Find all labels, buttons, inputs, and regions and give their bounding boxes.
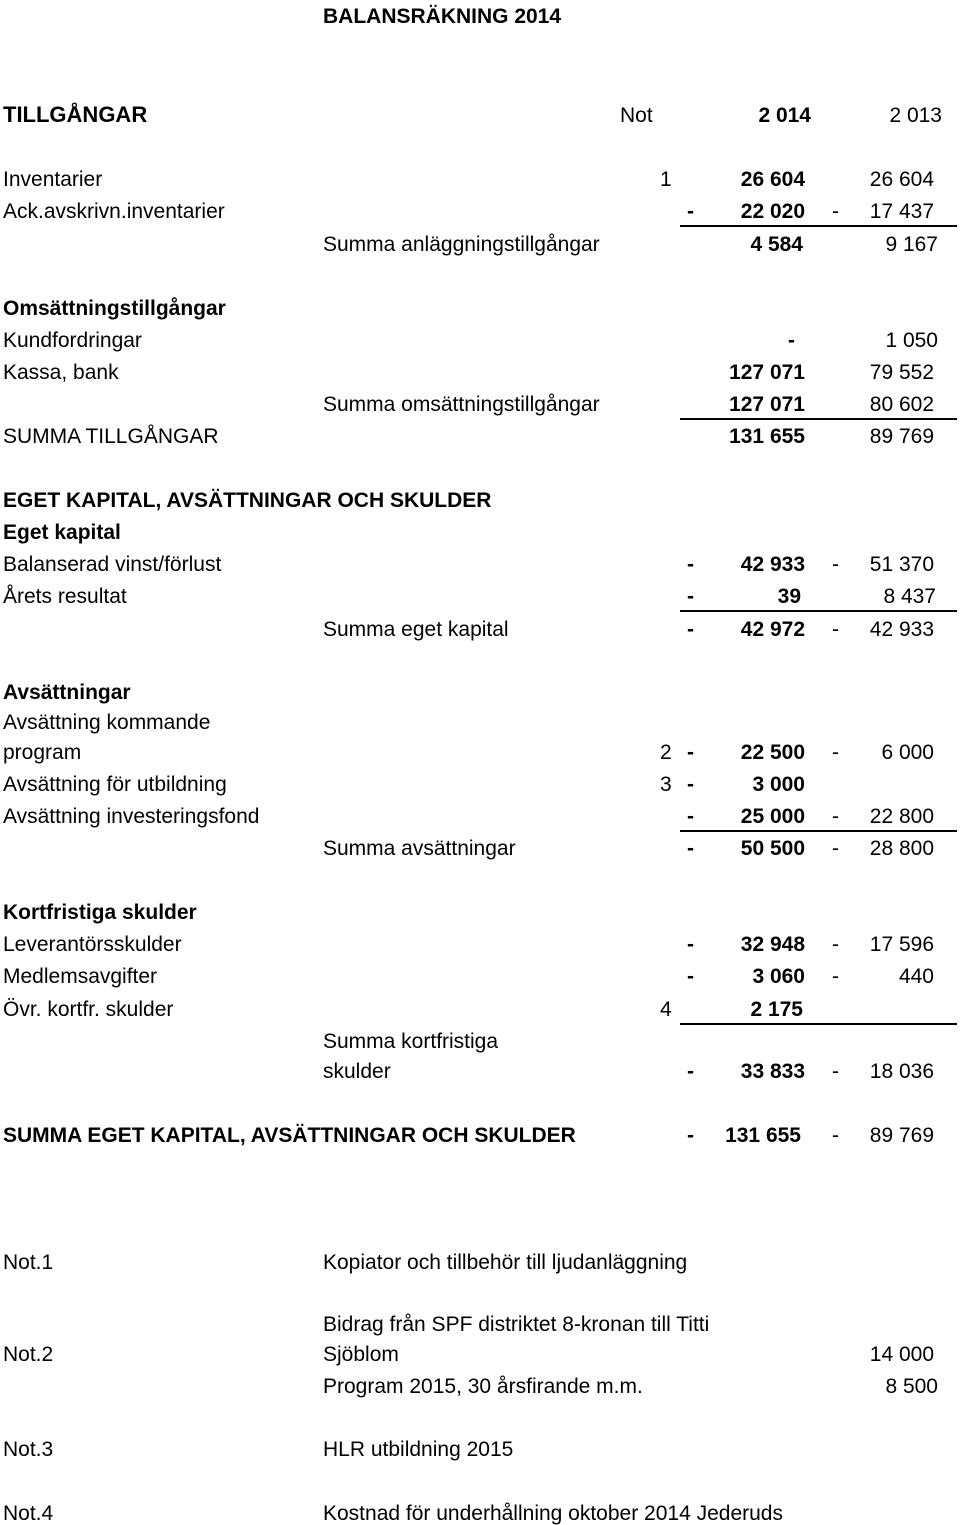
subtotal-rule [680,610,957,612]
assets-heading: TILLGÅNGAR [3,102,148,127]
note-2-text-2: Program 2015, 30 årsfirande m.m. [323,1375,643,1398]
sign-2014-leverantorsskulder: - [687,933,694,956]
row-label-arets-resultat: Årets resultat [3,585,127,608]
subtotal-rule [680,830,957,832]
value-2014-ack-avskrivn: 22 020 [740,200,805,223]
value-2013-kassa-bank: 79 552 [869,361,934,384]
sign-2014-avsattning-investeringsfond: - [687,805,694,828]
row-label-summa-total: SUMMA EGET KAPITAL, AVSÄTTNINGAR OCH SKULDER [3,1124,576,1147]
subtotal-rule [680,1023,957,1025]
value-2013-summa-omsattningstillgangar: 80 602 [869,393,934,416]
sign-2013-ack-avskrivn: - [832,200,839,223]
value-2014-kassa-bank: 127 071 [729,361,805,384]
row-label-ack-avskrivn: Ack.avskrivn.inventarier [3,200,225,223]
sign-2013-avsattning-investeringsfond: - [832,805,839,828]
row-label-balanserad: Balanserad vinst/förlust [3,553,222,576]
section-heading-avsattningar: Avsättningar [3,681,131,704]
value-2013-leverantorsskulder: 17 596 [869,933,934,956]
sign-2014-summa-eget-kapital: - [687,618,694,641]
row-label-ovr-kortfr-skulder: Övr. kortfr. skulder [3,998,174,1021]
subtotal-rule [680,418,957,420]
value-2013-ack-avskrivn: 17 437 [869,200,934,223]
row-note-ovr-kortfr-skulder: 4 [660,998,672,1021]
sign-2013-summa-avsattningar: - [832,837,839,860]
value-2014-avsattning-utbildning: 3 000 [752,773,805,796]
value-2013-summa-total: 89 769 [869,1124,934,1147]
sign-2014-balanserad: - [687,553,694,576]
value-2014-avsattning-kommande: 22 500 [740,741,805,764]
value-2013-avsattning-kommande: 6 000 [881,741,934,764]
value-2014-balanserad: 42 933 [740,553,805,576]
sign-2014-medlemsavgifter: - [687,965,694,988]
note-3-text: HLR utbildning 2015 [323,1438,514,1461]
note-1-label: Not.1 [3,1251,54,1274]
note-1-text: Kopiator och tillbehör till ljudanläggning [323,1251,688,1274]
sign-2013-summa-kortfristiga: - [832,1060,839,1083]
row-label-leverantorsskulder: Leverantörsskulder [3,933,182,956]
sign-2014-avsattning-kommande: - [687,741,694,764]
note-4-text: Kostnad för underhållning oktober 2014 Jederuds [323,1502,783,1525]
value-2013-summa-avsattningar: 28 800 [869,837,934,860]
row-label-avsattning-kommande-line1: Avsättning kommande [3,711,211,734]
note-4-label: Not.4 [3,1502,54,1525]
column-header-2014: 2 014 [758,104,811,127]
sign-2013-medlemsavgifter: - [832,965,839,988]
note-2-text-line2: Sjöblom [323,1343,399,1366]
row-note-inventarier: 1 [660,168,672,191]
value-2013-summa-kortfristiga: 18 036 [869,1060,934,1083]
value-2013-inventarier: 26 604 [869,168,934,191]
value-2014-summa-avsattningar: 50 500 [740,837,805,860]
row-label-summa-kortfristiga-line2: skulder [323,1060,391,1083]
note-2-amount-1: 14 000 [869,1343,934,1366]
row-label-summa-avsattningar: Summa avsättningar [323,837,516,860]
value-2014-inventarier: 26 604 [740,168,805,191]
note-2-amount-2: 8 500 [885,1375,938,1398]
value-2014-summa-eget-kapital: 42 972 [740,618,805,641]
row-label-summa-kortfristiga-line1: Summa kortfristiga [323,1030,499,1053]
equity-liabilities-heading: EGET KAPITAL, AVSÄTTNINGAR OCH SKULDER [3,489,492,512]
value-2013-avsattning-investeringsfond: 22 800 [869,805,934,828]
value-2013-arets-resultat: 8 437 [883,585,936,608]
row-label-summa-omsattningstillgangar: Summa omsättningstillgångar [323,393,600,416]
sign-2014-avsattning-utbildning: - [687,773,694,796]
value-2013-kundfordringar: 1 050 [885,329,938,352]
page-title: BALANSRÄKNING 2014 [323,5,562,28]
row-label-summa-anlaggningstillgangar: Summa anläggningstillgångar [323,233,600,256]
note-2-label: Not.2 [3,1343,54,1366]
sign-2014-summa-avsattningar: - [687,837,694,860]
column-header-note: Not [620,104,653,127]
row-note-avsattning-kommande: 2 [660,741,672,764]
row-label-avsattning-kommande-line2: program [3,741,82,764]
value-2013-balanserad: 51 370 [869,553,934,576]
note-2-text-line1: Bidrag från SPF distriktet 8-kronan till Titti [323,1313,710,1336]
row-label-avsattning-investeringsfond: Avsättning investeringsfond [3,805,260,828]
value-2014-summa-anlaggningstillgangar: 4 584 [750,233,803,256]
sign-2014-arets-resultat: - [687,585,694,608]
sign-2013-avsattning-kommande: - [832,741,839,764]
row-label-inventarier: Inventarier [3,168,103,191]
value-2014-summa-total: 131 655 [725,1124,801,1147]
section-heading-omsattningstillgangar: Omsättningstillgångar [3,297,226,320]
value-2014-leverantorsskulder: 32 948 [740,933,805,956]
subtotal-rule [680,225,957,227]
value-2014-kundfordringar: - [788,329,795,352]
row-label-summa-tillgangar: SUMMA TILLGÅNGAR [3,425,219,448]
value-2013-medlemsavgifter: 440 [898,965,934,988]
section-heading-kortfristiga-skulder: Kortfristiga skulder [3,901,197,924]
value-2014-summa-kortfristiga: 33 833 [740,1060,805,1083]
row-label-medlemsavgifter: Medlemsavgifter [3,965,158,988]
value-2014-summa-omsattningstillgangar: 127 071 [729,393,805,416]
value-2013-summa-tillgangar: 89 769 [869,425,934,448]
sign-2014-summa-kortfristiga: - [687,1060,694,1083]
value-2014-medlemsavgifter: 3 060 [752,965,805,988]
value-2013-summa-anlaggningstillgangar: 9 167 [885,233,938,256]
row-label-avsattning-utbildning: Avsättning för utbildning [3,773,227,796]
row-label-kassa-bank: Kassa, bank [3,361,119,384]
value-2014-summa-tillgangar: 131 655 [729,425,805,448]
sign-2013-summa-total: - [832,1124,839,1147]
value-2014-avsattning-investeringsfond: 25 000 [740,805,805,828]
row-note-avsattning-utbildning: 3 [660,773,672,796]
row-label-kundfordringar: Kundfordringar [3,329,142,352]
value-2014-ovr-kortfr-skulder: 2 175 [750,998,803,1021]
sign-2014-ack-avskrivn: - [687,200,694,223]
note-3-label: Not.3 [3,1438,54,1461]
sign-2013-balanserad: - [832,553,839,576]
value-2014-arets-resultat: 39 [777,585,801,608]
column-header-2013: 2 013 [889,104,942,127]
value-2013-summa-eget-kapital: 42 933 [869,618,934,641]
section-heading-eget-kapital: Eget kapital [3,521,121,544]
sign-2013-summa-eget-kapital: - [832,618,839,641]
row-label-summa-eget-kapital: Summa eget kapital [323,618,509,641]
sign-2014-summa-total: - [687,1124,694,1147]
sign-2013-leverantorsskulder: - [832,933,839,956]
